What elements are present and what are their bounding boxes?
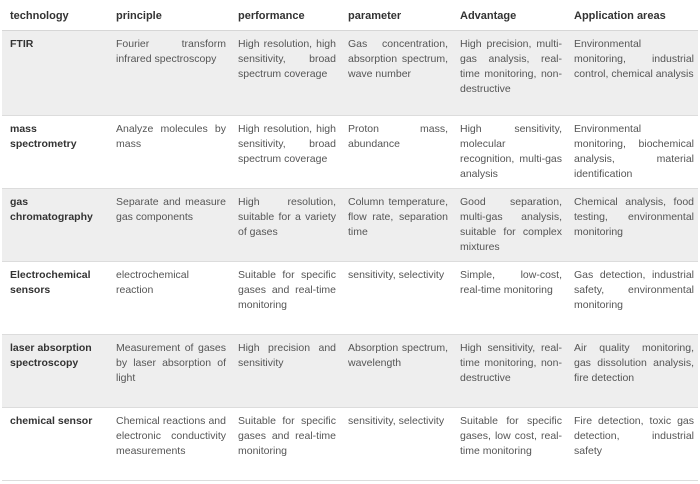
cell-advantage: Good separation, multi-gas analysis, suitable for complex mixtures	[452, 189, 566, 262]
header-advantage: Advantage	[452, 0, 566, 31]
cell-advantage: High sensitivity, real-time monitoring, non-destructive	[452, 335, 566, 408]
cell-advantage: High precision, multi-gas analysis, real-time monitoring, non-destructive	[452, 31, 566, 116]
cell-principle: Chemical reactions and electronic conductivity measurements	[108, 408, 230, 481]
cell-application: Environmental monitoring, biochemical analysis, material identification	[566, 116, 698, 189]
table-row	[2, 116, 698, 189]
cell-principle: Analyze molecules by mass	[108, 116, 230, 189]
cell-application: Chemical analysis, food testing, environmental monitoring	[566, 189, 698, 262]
header-principle: principle	[108, 0, 230, 31]
cell-application: Fire detection, toxic gas detection, industrial safety	[566, 408, 698, 481]
header-parameter: parameter	[340, 0, 452, 31]
table-row	[2, 31, 698, 116]
cell-technology: laser absorption spectroscopy	[2, 335, 108, 408]
table-row	[2, 262, 698, 335]
cell-application: Air quality monitoring, gas dissolution analysis, fire detection	[566, 335, 698, 408]
cell-parameter: sensitivity, selectivity	[340, 408, 452, 481]
cell-advantage: Suitable for specific gases, low cost, real-time monitoring	[452, 408, 566, 481]
cell-technology: Electrochemical sensors	[2, 262, 108, 335]
cell-parameter: Absorption spectrum, wavelength	[340, 335, 452, 408]
cell-technology: FTIR	[2, 31, 108, 116]
cell-principle: Fourier transform infrared spectroscopy	[108, 31, 230, 116]
cell-application: Gas detection, industrial safety, environmental monitoring	[566, 262, 698, 335]
cell-principle: Separate and measure gas components	[108, 189, 230, 262]
cell-principle: electrochemical reaction	[108, 262, 230, 335]
cell-principle: Measurement of gases by laser absorption of light	[108, 335, 230, 408]
table-row	[2, 335, 698, 408]
cell-performance: High precision and sensitivity	[230, 335, 340, 408]
header-application-areas: Application areas	[566, 0, 698, 31]
cell-advantage: High sensitivity, molecular recognition, multi-gas analysis	[452, 116, 566, 189]
header-technology: technology	[2, 0, 108, 31]
table-row	[2, 189, 698, 262]
cell-parameter: Gas concentration, absorption spectrum, wave number	[340, 31, 452, 116]
cell-performance: High resolution, high sensitivity, broad spectrum coverage	[230, 31, 340, 116]
cell-application: Environmental monitoring, industrial control, chemical analysis	[566, 31, 698, 116]
cell-technology: mass spectrometry	[2, 116, 108, 189]
table-row	[2, 408, 698, 481]
cell-technology: chemical sensor	[2, 408, 108, 481]
cell-performance: High resolution, high sensitivity, broad spectrum coverage	[230, 116, 340, 189]
technology-comparison-table	[2, 0, 698, 481]
cell-technology: gas chromatography	[2, 189, 108, 262]
cell-parameter: sensitivity, selectivity	[340, 262, 452, 335]
cell-parameter: Column temperature, flow rate, separation time	[340, 189, 452, 262]
header-performance: performance	[230, 0, 340, 31]
cell-parameter: Proton mass, abundance	[340, 116, 452, 189]
cell-performance: High resolution, suitable for a variety of gases	[230, 189, 340, 262]
cell-performance: Suitable for specific gases and real-time monitoring	[230, 408, 340, 481]
header-row	[2, 0, 698, 31]
cell-performance: Suitable for specific gases and real-time monitoring	[230, 262, 340, 335]
cell-advantage: Simple, low-cost, real-time monitoring	[452, 262, 566, 335]
